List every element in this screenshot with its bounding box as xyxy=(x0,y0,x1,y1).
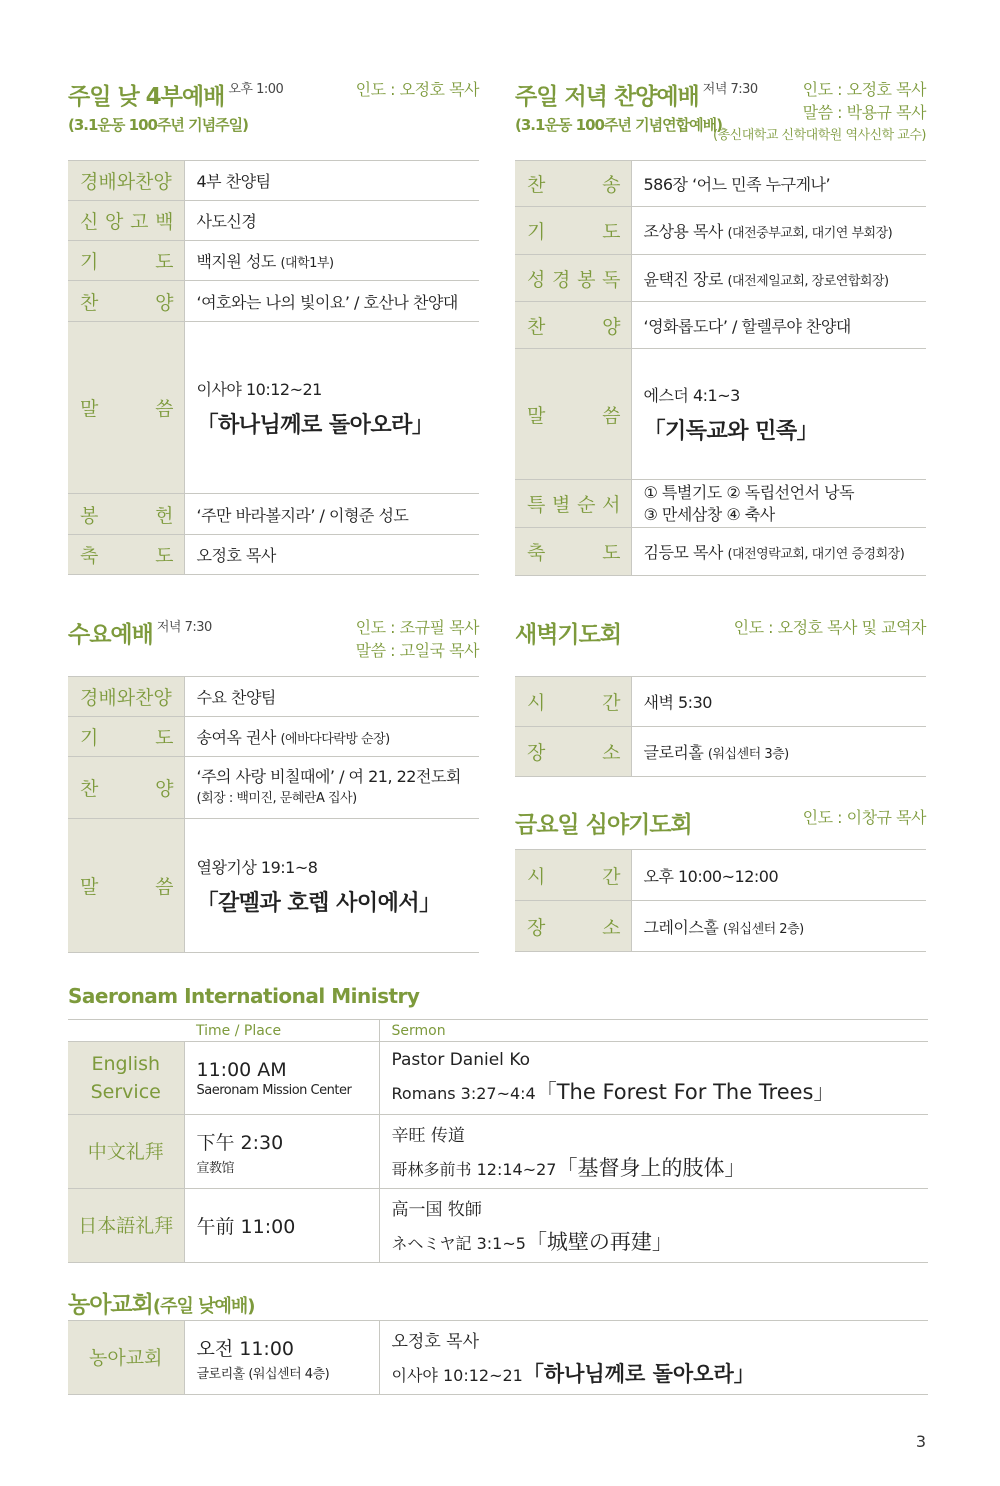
table-row xyxy=(515,349,926,480)
table-row xyxy=(68,161,479,201)
header-time-place: Time / Place xyxy=(184,1020,379,1042)
sunday-evening-section xyxy=(515,78,926,578)
wednesday-table xyxy=(68,676,479,953)
preacher: 오정호 목사 xyxy=(391,1332,480,1352)
praise-line2: (회장 : 백미진, 문혜란A 집사) xyxy=(196,790,357,806)
sunday-evening-preacher-note: (총신대학교 신학대학원 역사신학 교수) xyxy=(713,128,926,143)
table-row xyxy=(515,161,926,207)
service-label-line1: English xyxy=(91,1053,161,1075)
row-value: 백지원 성도 xyxy=(196,252,276,271)
deaf-section xyxy=(68,1286,928,1396)
row-note: (대학1부) xyxy=(280,256,334,271)
sunday-noon-table xyxy=(68,160,479,575)
service-time: 11:00 AM xyxy=(196,1058,287,1081)
table-row xyxy=(515,207,926,255)
table-row xyxy=(68,535,479,575)
row-label: 말 씀 xyxy=(527,404,621,427)
service-time: 午前 11:00 xyxy=(196,1216,296,1238)
row-value: 586장 ‘어느 민족 누구게나’ xyxy=(631,161,926,207)
row-label: 기 도 xyxy=(527,221,621,243)
service-label-line1: 日本語礼拜 xyxy=(78,1214,174,1237)
table-row xyxy=(515,901,926,952)
sunday-evening-time: 저녁 7:30 xyxy=(702,82,758,97)
friday-section xyxy=(515,806,926,956)
service-label-line1: 中文礼拜 xyxy=(87,1140,164,1163)
row-value: 송여옥 권사 xyxy=(196,728,276,747)
scripture-ref: ネヘミヤ記 3:1~5 xyxy=(391,1234,526,1253)
service-time: 下午 2:30 xyxy=(196,1131,284,1154)
table-row xyxy=(515,255,926,302)
scripture-ref: 哥林多前书 12:14~27 xyxy=(391,1160,557,1179)
wednesday-leader: 인도 : 조규필 목사 xyxy=(355,618,479,637)
row-label: 찬 송 xyxy=(527,174,621,196)
table-row xyxy=(515,850,926,901)
international-section xyxy=(68,984,928,1266)
deaf-title-suffix: (주일 낮예배) xyxy=(152,1296,255,1317)
table-row xyxy=(515,677,926,727)
row-label: 찬 양 xyxy=(80,291,174,314)
row-label: 기 도 xyxy=(80,251,174,273)
sermon-title: 「기독교와 민족」 xyxy=(643,419,819,444)
row-note: (워십센터 2층) xyxy=(722,921,804,937)
preacher: Pastor Daniel Ko xyxy=(391,1050,531,1070)
table-header xyxy=(68,1020,928,1042)
preacher: 高一国 牧師 xyxy=(391,1200,482,1220)
sermon-title: 「The Forest For The Trees」 xyxy=(535,1080,835,1104)
row-value: 4부 찬양팀 xyxy=(184,161,479,201)
header-sermon: Sermon xyxy=(379,1020,928,1042)
sermon-title: 「갈멜과 호렙 사이에서」 xyxy=(196,890,441,916)
sermon-title: 「하나님께로 돌아오라」 xyxy=(196,412,434,438)
row-label: 농아교회 xyxy=(68,1321,184,1395)
sunday-noon-section xyxy=(68,78,479,578)
table-row xyxy=(515,528,926,576)
row-value: 그레이스홀 xyxy=(643,917,719,937)
deaf-table xyxy=(68,1320,928,1395)
row-note: (대전중부교회, 대기연 부회장) xyxy=(727,226,893,241)
table-row xyxy=(68,201,479,241)
service-place: 宣教馆 xyxy=(196,1160,235,1176)
row-label: 특 별 순 서 xyxy=(527,494,621,516)
sunday-evening-preacher: 말씀 : 박용규 목사 xyxy=(802,103,926,122)
row-label: 말 씀 xyxy=(80,398,174,420)
friday-leader: 인도 : 이창규 목사 xyxy=(802,808,926,827)
dawn-table xyxy=(515,676,926,777)
table-row xyxy=(68,1321,928,1395)
row-note: (에바다다락방 순장) xyxy=(280,732,390,747)
sunday-noon-subtitle: (3.1운동 100주년 기념주일) xyxy=(68,116,248,134)
dawn-leader: 인도 : 오정호 목사 및 교역자 xyxy=(733,618,926,637)
row-label: 성 경 봉 독 xyxy=(527,268,621,291)
sunday-noon-leader: 인도 : 오정호 목사 xyxy=(355,80,479,99)
row-note: (대전제일교회, 장로연합회장) xyxy=(727,273,889,289)
scripture-ref: 에스더 4:1~3 xyxy=(643,386,740,405)
sunday-evening-leader: 인도 : 오정호 목사 xyxy=(802,80,926,99)
table-row xyxy=(68,717,479,757)
sunday-evening-subtitle: (3.1운동 100주년 기념연합예배) xyxy=(515,116,722,134)
table-row xyxy=(515,727,926,777)
special-order-line2: ③ 만세삼창 ④ 축사 xyxy=(643,504,775,524)
praise-line1: ‘주의 사랑 비칠때에’ / 여 21, 22전도회 xyxy=(196,766,461,786)
row-label: 축 도 xyxy=(80,545,174,567)
sermon-title: 「基督身上的肢体」 xyxy=(556,1156,746,1180)
table-row xyxy=(515,302,926,349)
sermon-title: 「하나님께로 돌아오라」 xyxy=(522,1362,755,1386)
row-label: 축 도 xyxy=(527,542,621,564)
service-label-line2: Service xyxy=(90,1081,161,1103)
scripture-ref: 열왕기상 19:1~8 xyxy=(196,857,318,877)
row-label: 기 도 xyxy=(80,727,174,749)
row-value: 윤택진 장로 xyxy=(643,269,723,289)
row-label: 시 간 xyxy=(527,865,621,888)
row-value: 김등모 목사 xyxy=(643,543,723,562)
row-value: 수요 찬양팀 xyxy=(184,677,479,717)
row-label: 경배와찬양 xyxy=(80,171,172,193)
row-label: 경배와찬양 xyxy=(80,687,172,709)
row-value: ‘영화롭도다’ / 할렐루야 찬양대 xyxy=(631,302,926,349)
row-label: 찬 양 xyxy=(527,315,621,338)
row-value: 새벽 5:30 xyxy=(631,677,926,727)
row-value: ‘주만 바라볼지라’ / 이형준 성도 xyxy=(184,494,479,535)
scripture-ref: 이사야 10:12~21 xyxy=(391,1366,523,1385)
row-value: 오정호 목사 xyxy=(184,535,479,575)
special-order-line1: ① 특별기도 ② 독립선언서 낭독 xyxy=(643,482,855,502)
row-value: 글로리홀 xyxy=(643,743,704,762)
row-label: 신 앙 고 백 xyxy=(80,211,174,233)
wednesday-credits xyxy=(356,616,479,662)
table-row xyxy=(68,494,479,535)
deaf-title: 농아교회(주일 낮예배) xyxy=(68,1292,255,1318)
sunday-evening-credits xyxy=(713,78,926,147)
table-row xyxy=(68,322,479,494)
table-row xyxy=(68,241,479,281)
sunday-noon-title: 주일 낮 4부예배 $^{오후 1:00}$ xyxy=(68,82,284,110)
service-time: 오전 11:00 xyxy=(196,1337,295,1360)
table-row xyxy=(68,757,479,819)
preacher: 辛旺 传道 xyxy=(391,1126,465,1146)
wednesday-title: 수요예배 $^{저녁 7:30}$ xyxy=(68,620,212,648)
sunday-noon-time: 오후 1:00 xyxy=(228,82,284,97)
sunday-evening-table xyxy=(515,160,926,576)
row-label: 시 간 xyxy=(527,692,621,714)
friday-title: 금요일 심야기도회 xyxy=(515,812,692,838)
friday-table xyxy=(515,849,926,952)
page-number: 3 xyxy=(915,1432,926,1451)
row-value: ‘여호와는 나의 빛이요’ / 호산나 찬양대 xyxy=(184,281,479,322)
table-row xyxy=(68,1189,928,1263)
sunday-evening-title: 주일 저녁 찬양예배 $^{저녁 7:30}$ xyxy=(515,82,758,110)
scripture-ref: 이사야 10:12~21 xyxy=(196,379,322,399)
row-label: 봉 헌 xyxy=(80,504,174,527)
table-row xyxy=(68,281,479,322)
row-note: (워십센터 3층) xyxy=(707,747,789,762)
service-place: Saeronam Mission Center xyxy=(196,1082,352,1098)
row-label: 장 소 xyxy=(527,916,621,939)
table-row xyxy=(68,677,479,717)
table-row xyxy=(68,1042,928,1115)
wednesday-preacher: 말씀 : 고일국 목사 xyxy=(355,641,479,660)
international-title: Saeronam International Ministry xyxy=(68,984,420,1008)
row-value: 사도신경 xyxy=(184,201,479,241)
row-label: 찬 양 xyxy=(80,778,174,800)
wednesday-section xyxy=(68,616,479,956)
row-note: (대전영락교회, 대기연 증경회장) xyxy=(727,547,905,562)
table-row xyxy=(68,1115,928,1189)
scripture-ref: Romans 3:27~4:4 xyxy=(391,1084,536,1103)
dawn-title: 새벽기도회 xyxy=(515,622,622,648)
row-label: 장 소 xyxy=(527,742,621,764)
dawn-section xyxy=(515,616,926,786)
service-place: 글로리홀 (워십센터 4층) xyxy=(196,1366,330,1382)
row-value: 오후 10:00~12:00 xyxy=(631,850,926,901)
wednesday-time: 저녁 7:30 xyxy=(156,620,212,635)
row-label: 말 씀 xyxy=(80,876,174,898)
table-row xyxy=(68,819,479,953)
international-table xyxy=(68,1019,928,1263)
sermon-title: 「城壁の再建」 xyxy=(525,1230,673,1254)
table-row xyxy=(515,480,926,528)
row-value: 조상용 목사 xyxy=(643,222,723,241)
